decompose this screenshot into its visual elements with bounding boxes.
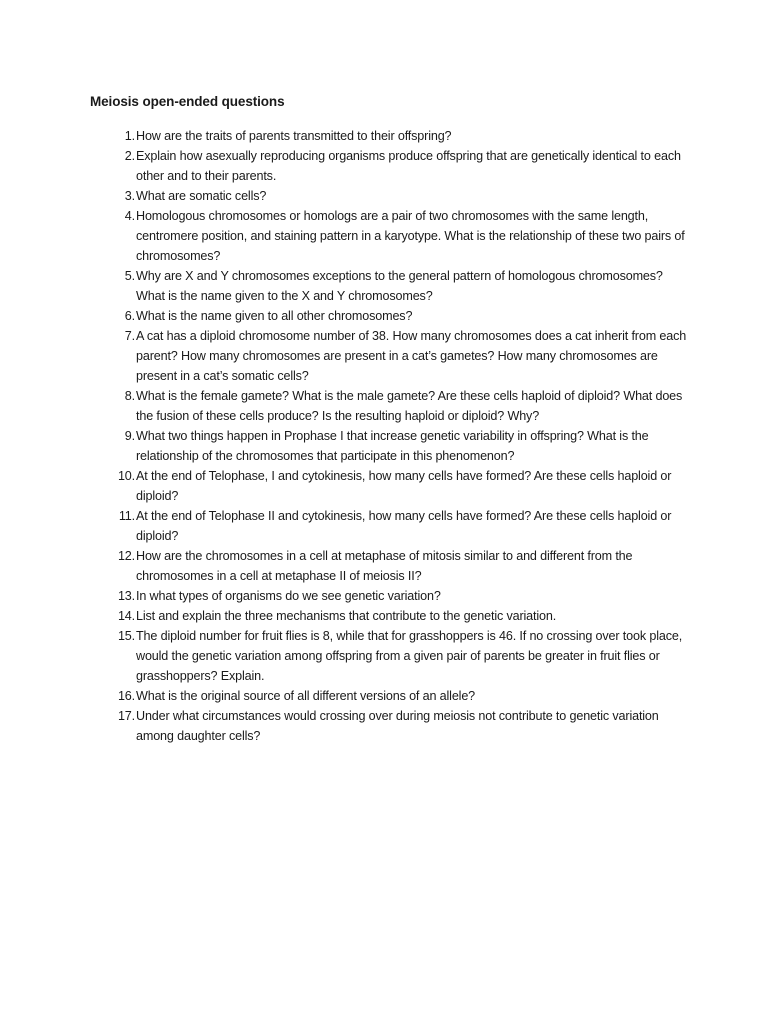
question-number-label: 9. <box>124 429 135 443</box>
question-number-label: 2. <box>124 149 135 163</box>
question-number-label: 1. <box>124 129 135 143</box>
question-number <box>90 626 135 686</box>
question-text: What are somatic cells? <box>136 189 267 203</box>
question-text: What is the original source of all different versions of an allele? <box>136 689 476 703</box>
question-number-label: 13. <box>117 589 135 603</box>
question-number <box>90 386 135 426</box>
question-number <box>90 146 135 186</box>
question-item <box>90 146 690 186</box>
question-text: List and explain the three mechanisms that contribute to the genetic variation. <box>136 609 557 623</box>
question-number <box>90 266 135 306</box>
question-item <box>90 466 690 506</box>
question-number-label: 3. <box>124 189 135 203</box>
question-item <box>90 126 690 146</box>
question-list <box>90 126 690 746</box>
question-text: What is the female gamete? What is the male gamete? Are these cells haploid of diploid? What does the fusion of these cells produce? Is the resulting haploid or diploid? Why? <box>136 389 683 423</box>
question-item <box>90 626 690 686</box>
question-number <box>90 686 135 706</box>
question-number-label: 16. <box>117 689 135 703</box>
question-text: A cat has a diploid chromosome number of 38. How many chromosomes does a cat inherit from each parent? How many chromosomes are present in a cat’s gametes? How many chromosomes are present in a cat’s somatic cells? <box>136 329 687 383</box>
question-item <box>90 426 690 466</box>
question-item <box>90 546 690 586</box>
question-number-label: 6. <box>124 309 135 323</box>
question-item <box>90 706 690 746</box>
question-number <box>90 586 135 606</box>
question-number-label: 14. <box>117 609 135 623</box>
question-number-label: 5. <box>124 269 135 283</box>
question-text: Why are X and Y chromosomes exceptions to the general pattern of homologous chromosomes? What is the name given to the X and Y chromosomes? <box>136 269 663 303</box>
question-number <box>90 206 135 266</box>
question-number <box>90 466 135 506</box>
question-text: The diploid number for fruit flies is 8, while that for grasshoppers is 46. If no crossing over took place, would the genetic variation among offspring from a given pair of parents be greater in fruit flies or grasshoppers? Explain. <box>136 629 683 683</box>
question-number-label: 15. <box>117 629 135 643</box>
question-item <box>90 586 690 606</box>
question-number <box>90 706 135 746</box>
question-item <box>90 306 690 326</box>
question-text: Explain how asexually reproducing organisms produce offspring that are genetically identical to each other and to their parents. <box>136 149 681 183</box>
question-number <box>90 426 135 466</box>
question-text: In what types of organisms do we see genetic variation? <box>136 589 441 603</box>
question-item <box>90 506 690 546</box>
question-number-label: 10. <box>117 469 135 483</box>
question-text: Homologous chromosomes or homologs are a pair of two chromosomes with the same length, centromere position, and staining pattern in a karyotype. What is the relationship of these two pairs of chromosomes? <box>136 209 685 263</box>
question-number-label: 12. <box>117 549 135 563</box>
question-item <box>90 206 690 266</box>
question-text: At the end of Telophase, I and cytokinesis, how many cells have formed? Are these cells haploid or diploid? <box>136 469 672 503</box>
question-number <box>90 186 135 206</box>
question-item <box>90 186 690 206</box>
document-title: Meiosis open-ended questions <box>90 94 285 109</box>
question-number <box>90 306 135 326</box>
question-number <box>90 546 135 586</box>
question-item <box>90 326 690 386</box>
question-text: How are the traits of parents transmitted to their offspring? <box>136 129 452 143</box>
question-number <box>90 326 135 386</box>
question-number-label: 7. <box>124 329 135 343</box>
question-text: At the end of Telophase II and cytokinesis, how many cells have formed? Are these cells haploid or diploid? <box>136 509 672 543</box>
question-number <box>90 126 135 146</box>
question-text: What is the name given to all other chromosomes? <box>136 309 413 323</box>
question-number <box>90 506 135 546</box>
question-item <box>90 606 690 626</box>
question-item <box>90 386 690 426</box>
question-item <box>90 686 690 706</box>
question-number-label: 17. <box>117 709 135 723</box>
question-number <box>90 606 135 626</box>
question-text: Under what circumstances would crossing over during meiosis not contribute to genetic variation among daughter cells? <box>136 709 659 743</box>
question-item <box>90 266 690 306</box>
question-number-label: 8. <box>124 389 135 403</box>
question-number-label: 11. <box>118 509 135 523</box>
question-text: How are the chromosomes in a cell at metaphase of mitosis similar to and different from the chromosomes in a cell at metaphase II of meiosis II? <box>136 549 633 583</box>
question-text: What two things happen in Prophase I that increase genetic variability in offspring? What is the relationship of the chromosomes that participate in this phenomenon? <box>136 429 649 463</box>
question-number-label: 4. <box>124 209 135 223</box>
